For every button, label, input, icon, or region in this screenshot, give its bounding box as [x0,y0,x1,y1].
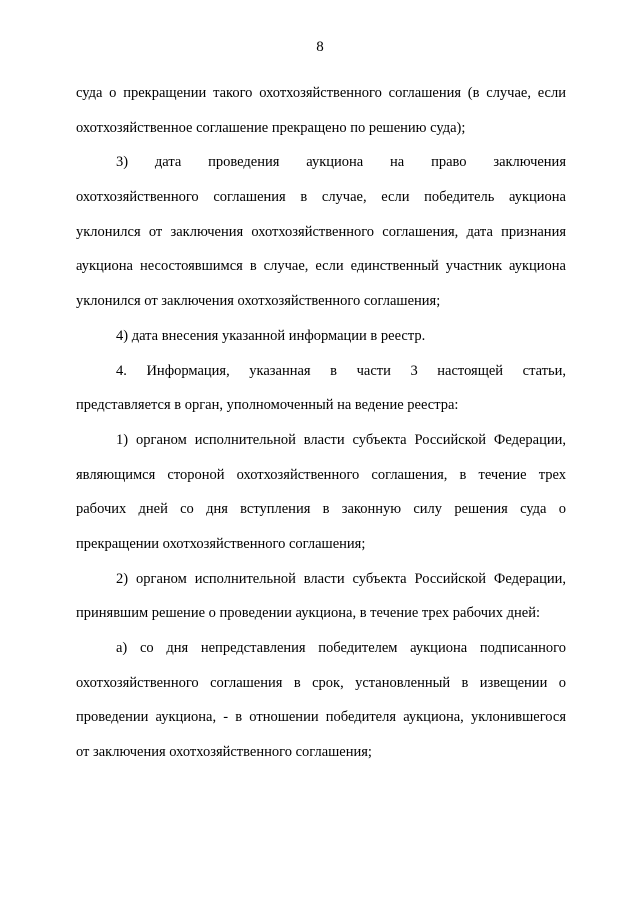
text-line: 4) дата внесения указанной информации в реестр. [116,327,426,344]
text-line: уклонился от заключения охотхозяйственного соглашения, дата признания [76,223,566,240]
text-line: являющимся стороной охотхозяйственного соглашения, в течение трех [76,466,566,483]
text-line: 1) органом исполнительной власти субъекта Российской Федерации, [116,431,566,448]
text-line: охотхозяйственного соглашения в срок, установленный в извещении о [76,674,566,691]
text-line: рабочих дней со дня вступления в законную силу решения суда о [76,501,566,518]
page-number: 8 [316,39,324,55]
text-line: 3) дата проведения аукциона на право заключения [116,154,566,171]
text-line: от заключения охотхозяйственного соглашения; [76,744,372,761]
text-line: суда о прекращении такого охотхозяйственного соглашения (в случае, если [76,85,566,101]
text-line: а) со дня непредставления победителем аукциона подписанного [116,640,566,656]
text-line: уклонился от заключения охотхозяйственного соглашения; [76,293,441,310]
text-line: принявшим решение о проведении аукциона, в течение трех рабочих дней: [76,605,541,622]
text-line: охотхозяйственного соглашения в случае, если победитель аукциона [76,189,566,206]
text-line: проведении аукциона, - в отношении победителя аукциона, уклонившегося [76,709,566,726]
text-line: 2) органом исполнительной власти субъекта Российской Федерации, [116,570,566,587]
text-line: представляется в орган, уполномоченный на ведение реестра: [76,397,459,414]
text-line: охотхозяйственное соглашение прекращено по решению суда); [76,119,466,136]
text-line: прекращении охотхозяйственного соглашения; [76,535,366,552]
document-body [76,76,566,770]
text-line: 4. Информация, указанная в части 3 настоящей статьи, [116,362,566,379]
text-line: аукциона несостоявшимся в случае, если единственный участник аукциона [76,258,566,275]
